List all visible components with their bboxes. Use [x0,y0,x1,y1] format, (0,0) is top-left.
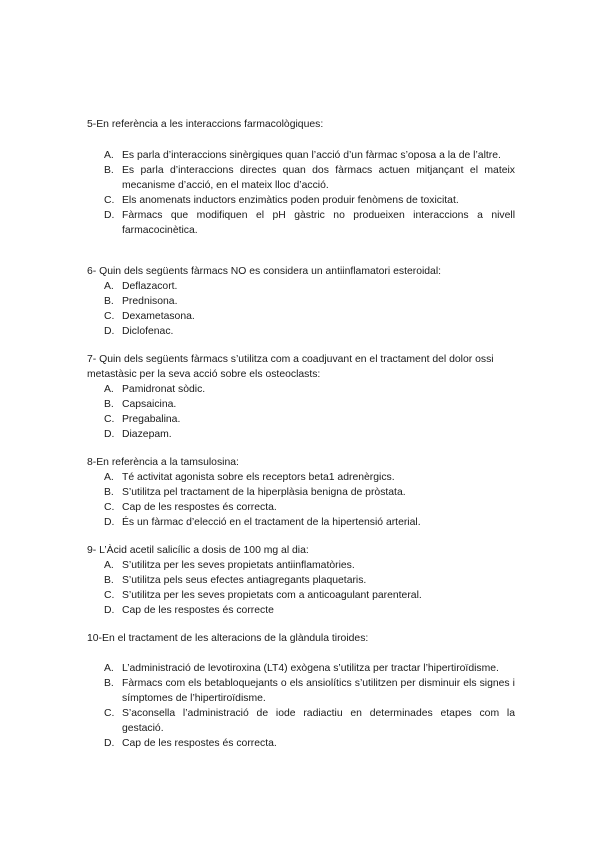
question-text: 5-En referència a les interaccions farmacològiques: [87,119,324,130]
option-text: Cap de les respostes és correcta. [122,502,277,513]
option-b [87,397,515,412]
option-list [87,279,515,339]
option-letter: C. [104,502,115,513]
option-letter: B. [104,575,114,586]
option-text: Prednisona. [122,296,178,307]
option-a [87,470,515,485]
option-text: Es parla d’interaccions directes quan dos fàrmacs actuen mitjançant el mateix mecanisme d’acció, en el mateix lloc d’acció. [122,165,515,191]
question-6 [87,264,515,339]
option-text: Dexametasona. [122,311,195,322]
option-text: Fàrmacs que modifiquen el pH gàstric no produeixen interaccions a nivell farmacocinètica. [122,210,515,236]
option-text: S’utilitza pels seus efectes antiagregants plaquetaris. [122,575,367,586]
option-a [87,661,515,676]
option-list [87,558,515,618]
option-text: Fàrmacs com els betabloquejants o els ansiolítics s’utilitzen per disminuir els signes i símptomes de l’hipertiroïdisme. [122,678,515,704]
option-letter: D. [104,429,115,440]
question-text: 10-En el tractament de les alteracions de la glàndula tiroides: [87,633,369,644]
option-text: És un fàrmac d’elecció en el tractament de la hipertensió arterial. [122,517,421,528]
option-text: Pamidronat sòdic. [122,384,206,395]
option-text: Pregabalina. [122,414,181,425]
option-text: Diclofenac. [122,326,174,337]
option-letter: A. [104,384,114,395]
option-letter: D. [104,210,115,221]
option-c [87,309,515,324]
question-text: 6- Quin dels següents fàrmacs NO es considera un antiinflamatori esteroidal: [87,266,442,277]
question-10 [87,631,515,751]
option-c [87,412,515,427]
option-letter: C. [104,590,115,601]
option-letter: A. [104,663,114,674]
option-d [87,736,515,751]
option-text: Té activitat agonista sobre els receptors beta1 adrenèrgics. [122,472,395,483]
option-letter: C. [104,195,115,206]
question-5 [87,117,515,238]
option-letter: A. [104,560,114,571]
option-text: S’utilitza pel tractament de la hiperplàsia benigna de pròstata. [122,487,406,498]
question-7 [87,352,515,442]
option-d [87,208,515,238]
option-b [87,573,515,588]
option-letter: B. [104,296,114,307]
option-a [87,279,515,294]
option-b [87,163,515,193]
question-text: 8-En referència a la tamsulosina: [87,457,239,468]
option-letter: A. [104,472,114,483]
option-letter: D. [104,517,115,528]
option-text: Els anomenats inductors enzimàtics poden produir fenòmens de toxicitat. [122,195,459,206]
option-list [87,661,515,751]
option-b [87,294,515,309]
option-text: S’utilitza per les seves propietats antiinflamatòries. [122,560,355,571]
option-text: Diazepam. [122,429,172,440]
option-letter: C. [104,311,115,322]
option-letter: A. [104,150,114,161]
question-text: 9- L’Àcid acetil salicílic a dosis de 100 mg al dia: [87,545,309,556]
option-b [87,485,515,500]
option-c [87,500,515,515]
option-text: Deflazacort. [122,281,178,292]
option-letter: A. [104,281,114,292]
option-letter: C. [104,708,115,719]
option-letter: D. [104,738,115,749]
option-a [87,382,515,397]
option-a [87,558,515,573]
option-letter: B. [104,165,114,176]
option-letter: B. [104,678,114,689]
option-d [87,515,515,530]
option-list [87,382,515,442]
option-text: Cap de les respostes és correcta. [122,738,277,749]
option-text: S’utilitza per les seves propietats com a anticoagulant parenteral. [122,590,422,601]
option-c [87,588,515,603]
option-text: Es parla d’interaccions sinèrgiques quan l’acció d’un fàrmac s’oposa a la de l’altre. [122,150,501,161]
option-letter: D. [104,326,115,337]
option-b [87,676,515,706]
question-9 [87,543,515,618]
option-letter: B. [104,399,114,410]
option-c [87,193,515,208]
option-list [87,470,515,530]
option-c [87,706,515,736]
option-d [87,603,515,618]
option-text: Capsaicina. [122,399,177,410]
option-text: Cap de les respostes és correcte [122,605,274,616]
option-d [87,324,515,339]
option-letter: C. [104,414,115,425]
option-text: L’administració de levotiroxina (LT4) exògena s’utilitza per tractar l’hipertiroïdisme. [122,663,499,674]
option-letter: D. [104,605,115,616]
option-a [87,148,515,163]
option-d [87,427,515,442]
option-list [87,148,515,238]
question-8 [87,455,515,530]
option-text: S’aconsella l’administració de iode radiactiu en determinades etapes com la gestació. [122,708,515,734]
option-letter: B. [104,487,114,498]
question-text: 7- Quin dels següents fàrmacs s’utilitza com a coadjuvant en el tractament del dolor ossi metastàsic per la seva acció sobre els osteoclasts: [87,354,494,380]
